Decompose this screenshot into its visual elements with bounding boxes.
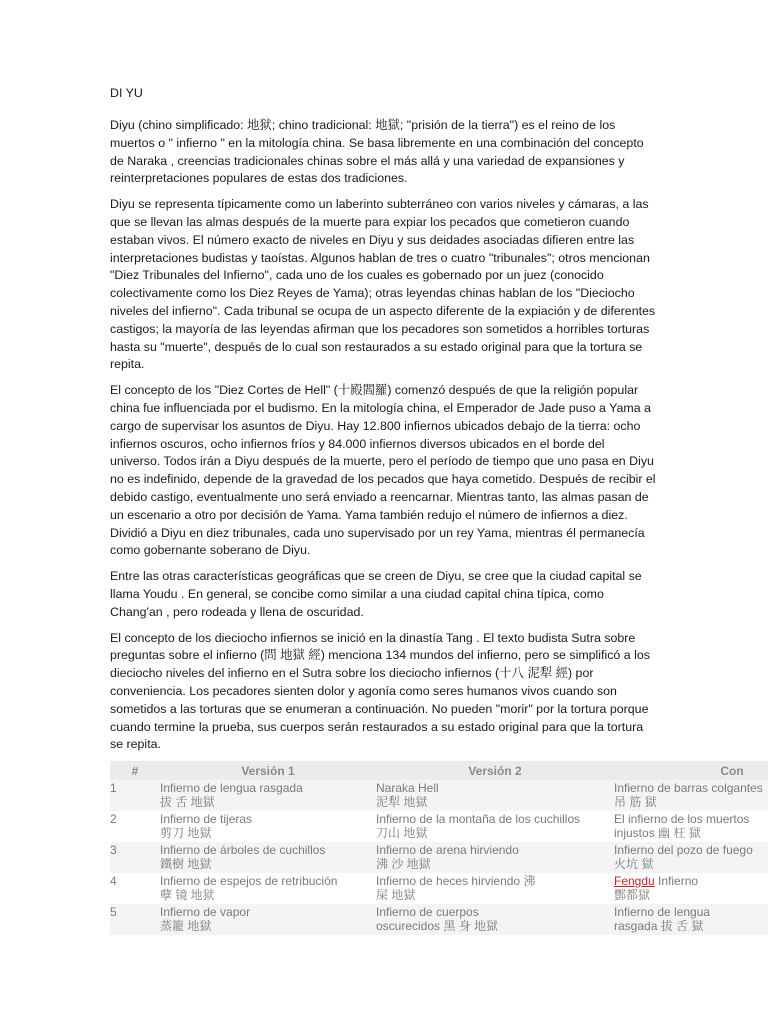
table-header-row — [110, 761, 768, 780]
cell-text: Infierno de espejos de retribución 孽 镜 地狱 — [160, 874, 338, 902]
cell-version-1 — [160, 842, 376, 873]
cell-version-3 — [614, 780, 768, 811]
paragraph-eighteen-hells: El concepto de los dieciocho infiernos se inició en la dinastía Tang . El texto budista Sutra sobre preguntas sobre el infierno (問 地獄 經) menciona 134 mundos del infierno, pero se simplificó a los dieciocho niveles del infierno en el Sutra sobre los dieciocho infiernos (十八 泥犁 經) por conveniencia. Los pecadores sienten dolor y agonía como seres humanos vivos cuando son sometidos a las torturas que se enumeran a continuación. No pueden "morir" por la tortura porque cuando termine la prueba, sus cuerpos serán restaurados a su estado original para que la tortura se repita. — [110, 630, 650, 752]
cell-text: Infierno de lengua rasgada 拔 舌 地獄 — [160, 781, 303, 809]
cell-text: Infierno del pozo de fuego 火坑 獄 — [614, 843, 753, 871]
hell-versions-table-wrapper — [110, 761, 768, 935]
row-number: 5 — [110, 904, 160, 935]
cell-version-1 — [160, 873, 376, 904]
cell-text: Naraka Hell 泥犁 地獄 — [376, 781, 439, 809]
cell-text: Infierno de cuerpos oscurecidos 黑 身 地獄 — [376, 905, 499, 933]
cell-version-1 — [160, 811, 376, 842]
paragraph-geography: Entre las otras características geográficas que se creen de Diyu, se cree que la ciudad capital se llama Youdu . En general, se concibe como similar a una ciudad capital china típica, como Chang'an , pero rodeada y llena de oscuridad. — [110, 569, 642, 619]
header-version-3: Con — [614, 761, 768, 780]
cell-text-rest: Infierno 酆都獄 — [614, 874, 699, 902]
table-row — [110, 780, 768, 811]
cell-version-3 — [614, 904, 768, 935]
table-row — [110, 873, 768, 904]
cell-version-2 — [376, 811, 614, 842]
table-row — [110, 842, 768, 873]
paragraph-ten-courts: El concepto de los "Diez Cortes de Hell" (十殿閻羅) comenzó después de que la religión popular china fue influenciada por el budismo. En la mitología china, el Emperador de Jade puso a Yama a cargo de supervisar los asuntos de Diyu. Hay 12.800 infiernos ubicados debajo de la tierra: ocho infiernos oscuros, ocho infiernos fríos y 84.000 infiernos diversos ubicados en el borde del universo. Todos irán a Diyu después de la muerte, pero el período de tiempo que uno pasa en Diyu no es indefinido, depende de la gravedad de los pecados que haya cometido. Después de recibir el debido castigo, eventualmente uno será enviado a reencarnar. Mientras tanto, las almas pasan de un escenario a otro por decisión de Yama. Yama también redujo el número de infiernos a diez. Dividió a Diyu en diez tribunales, cada uno supervisado por un rey Yama, mientras él permanecía como gobernante soberano de Diyu. — [110, 383, 656, 558]
cell-text: Infierno de árboles de cuchillos 鐵樹 地獄 — [160, 843, 326, 871]
cell-version-1 — [160, 780, 376, 811]
hell-versions-table — [110, 761, 768, 935]
table-row — [110, 904, 768, 935]
row-number: 3 — [110, 842, 160, 873]
row-number: 1 — [110, 780, 160, 811]
cell-text: Infierno de arena hirviendo 沸 沙 地獄 — [376, 843, 519, 871]
header-version-2: Versión 2 — [376, 761, 614, 780]
paragraph-intro: Diyu (chino simplificado: 地狱; chino tradicional: 地獄; "prisión de la tierra") es el reino de los muertos o " infierno " en la mitología china. Se basa libremente en una combinación del concepto de Naraka , creencias tradicionales chinas sobre el más allá y una variedad de expansiones y reinterpretaciones populares de estas dos tradiciones. — [110, 118, 644, 186]
cell-version-2 — [376, 842, 614, 873]
cell-text: Infierno de lengua rasgada 拔 舌 獄 — [614, 905, 711, 933]
cell-version-3 — [614, 811, 768, 842]
cell-version-2 — [376, 904, 614, 935]
header-version-1: Versión 1 — [160, 761, 376, 780]
cell-version-3 — [614, 842, 768, 873]
cell-version-3 — [614, 873, 768, 904]
row-number: 4 — [110, 873, 160, 904]
document-body — [110, 84, 656, 762]
cell-text: El infierno de los muertos injustos 幽 枉 獄 — [614, 812, 750, 840]
cell-text: Infierno de tijeras 剪刀 地獄 — [160, 812, 253, 840]
cell-text: Infierno de vapor 蒸籠 地獄 — [160, 905, 251, 933]
cell-text — [614, 874, 768, 902]
cell-text: Infierno de heces hirviendo 沸 屎 地獄 — [376, 874, 536, 902]
row-number: 2 — [110, 811, 160, 842]
cell-text: Infierno de barras colgantes 吊 筋 獄 — [614, 781, 763, 809]
table-row — [110, 811, 768, 842]
cell-text: Infierno de la montaña de los cuchillos 刀山 地獄 — [376, 812, 581, 840]
fengdu-link[interactable]: Fengdu — [614, 874, 655, 888]
paragraph-labyrinth: Diyu se representa típicamente como un laberinto subterráneo con varios niveles y cámaras, a las que se llevan las almas después de la muerte para expiar los pecados que cometieron cuando estaban vivos. El número exacto de niveles en Diyu y sus deidades asociadas difieren entre las interpretaciones budistas y taoístas. Algunos hablan de tres o cuatro "tribunales"; otros mencionan "Diez Tribunales del Infierno", cada uno de los cuales es gobernado por un juez (conocido colectivamente como los Diez Reyes de Yama); otras leyendas chinas hablan de los "Dieciocho niveles del infierno". Cada tribunal se ocupa de un aspecto diferente de la expiación y de diferentes castigos; la mayoría de las leyendas afirman que los pecadores son sometidos a horribles torturas hasta su "muerte", después de lo cual son restaurados a su estado original para que la tortura se repita. — [110, 197, 656, 372]
cell-version-2 — [376, 873, 614, 904]
cell-version-2 — [376, 780, 614, 811]
document-title: DI YU — [110, 86, 143, 100]
cell-version-1 — [160, 904, 376, 935]
header-number: # — [110, 761, 160, 780]
